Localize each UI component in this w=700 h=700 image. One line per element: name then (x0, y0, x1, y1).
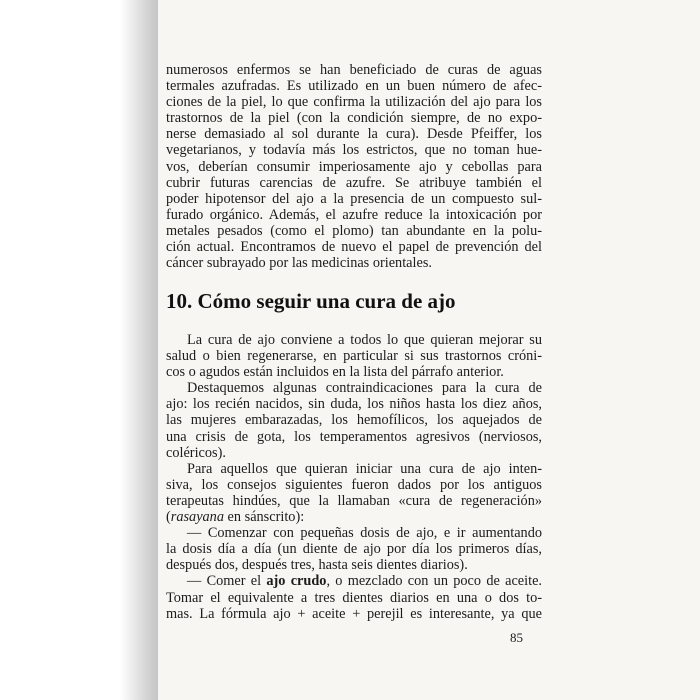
text-line: Tomar el equivalente a tres dientes diarios en una o dos to- (166, 589, 542, 606)
text-line: metales pesados (como el plomo) tan abundante en la polu- (166, 222, 542, 239)
section-body (166, 332, 542, 622)
paragraph-sulfur-benefits (166, 62, 542, 271)
text-line: La cura de ajo conviene a todos lo que quieran mejorar su (187, 332, 542, 348)
text-fragment: ( (166, 509, 171, 526)
text-line: cubrir futuras carencias de azufre. Se atribuye también el (166, 174, 542, 191)
text-line: trastornos de la piel (con la condición siempre, de no expo- (166, 110, 542, 127)
text-fragment: en sánscrito): (223, 509, 305, 526)
text-line: Destaquemos algunas contraindicaciones para la cura de (187, 380, 542, 397)
text-line (166, 573, 542, 589)
text-line: poder hipotensor del ajo a la presencia de un compuesto sul- (166, 190, 542, 207)
text-line: termales azufradas. Es utilizado en un buen número de afec- (166, 78, 542, 95)
text-line: nerse demasiado al sol durante la cura). Desde Pfeiffer, los (166, 126, 542, 143)
italic-term: rasayana (170, 509, 224, 526)
text-line: cos o agudos están incluidos en la lista del párrafo anterior. (166, 364, 504, 381)
text-line: una crisis de gota, los temperamentos agresivos (nerviosos, (166, 428, 542, 445)
text-line: terapeutas hindúes, que la llamaban «cura de regeneración» (166, 492, 542, 509)
text-line: las mujeres embarazadas, los hemofílicos, los aquejados de (166, 412, 542, 429)
text-line: cáncer subrayado por las medicinas orientales. (166, 255, 432, 272)
text-fragment: , o mezclado con un poco de aceite. (326, 573, 542, 590)
section-heading: 10. Cómo seguir una cura de ajo (166, 289, 456, 313)
text-fragment: — Comer el (187, 573, 267, 590)
text-line: la dosis día a día (un diente de ajo por día los primeros días, (166, 541, 542, 558)
text-line: coléricos). (166, 444, 226, 461)
book-page (158, 0, 700, 700)
text-line: ajo: los recién nacidos, sin duda, los niños hasta los diez años, (166, 396, 542, 413)
text-line: furado orgánico. Además, el azufre reduce la intoxicación por (166, 206, 542, 223)
text-line: numerosos enfermos se han beneficiado de curas de aguas (166, 62, 542, 78)
text-line: ción actual. Encontramos de nuevo el papel de prevención del (166, 239, 542, 256)
text-line: vegetarianos, y todavía más los estrictos, que no toman hue- (166, 142, 542, 159)
text-line: salud o bien regenerarse, en particular si sus trastornos cróni- (166, 348, 542, 365)
text-line: siva, los consejos siguientes fueron dados por los antiguos (166, 476, 542, 493)
text-line (166, 509, 542, 525)
text-line: Para aquellos que quieran iniciar una cura de ajo inten- (187, 460, 542, 477)
text-line: vos, deberían consumir imperiosamente ajo y cebollas para (166, 158, 542, 175)
bold-term: ajo crudo (266, 573, 327, 590)
page-number: 85 (510, 630, 523, 645)
text-line: — Comenzar con pequeñas dosis de ajo, e ir aumentando (187, 525, 542, 542)
text-line: después dos, después tres, hasta seis dientes diarios). (166, 557, 468, 574)
text-line: mas. La fórmula ajo + aceite + perejil es interesante, ya que (166, 605, 542, 622)
text-line: ciones de la piel, lo que confirma la utilización del ajo para los (166, 94, 542, 111)
scan-gutter-shadow (120, 0, 160, 700)
